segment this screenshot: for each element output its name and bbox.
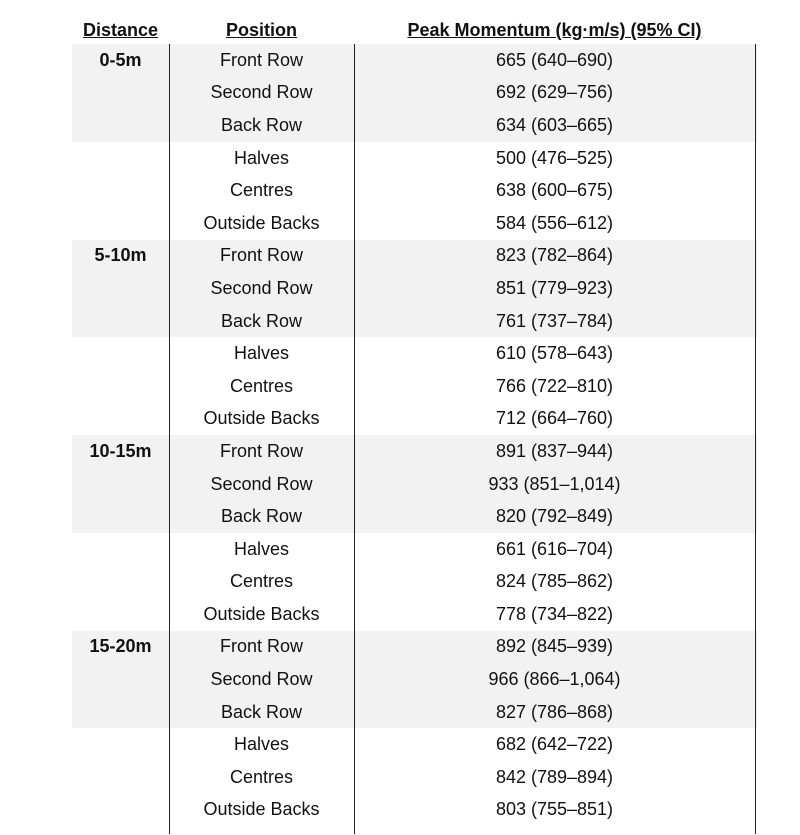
table-row [72,403,757,436]
table-row [72,370,757,403]
table-row [72,109,757,142]
peak-momentum-cell: 712 (664–760) [495,408,614,429]
position-cell: Centres [229,571,294,592]
position-cell: Back Row [220,701,303,722]
peak-momentum-cell: 766 (722–810) [495,375,614,396]
table-row [72,598,757,631]
position-cell: Outside Backs [203,799,320,820]
position-cell: Second Row [210,473,313,494]
position-cell: Halves [233,734,290,755]
peak-momentum-cell: 803 (755–851) [495,799,614,820]
position-cell: Halves [233,538,290,559]
position-cell: Second Row [210,277,313,298]
table-row [72,728,757,761]
peak-momentum-cell: 820 (792–849) [495,506,614,527]
peak-momentum-cell: 824 (785–862) [495,571,614,592]
peak-momentum-cell: 966 (866–1,064) [488,669,621,690]
position-cell: Outside Backs [203,603,320,624]
peak-momentum-cell: 638 (600–675) [495,180,614,201]
table-row [72,533,757,566]
header-distance: Distance [82,20,159,40]
position-cell: Halves [233,343,290,364]
peak-momentum-cell: 827 (786–868) [495,701,614,722]
table-row [72,663,757,696]
position-cell: Centres [229,180,294,201]
peak-momentum-cell: 851 (779–923) [495,277,614,298]
table-row [72,761,757,794]
table-row [72,44,757,77]
table-row [72,500,757,533]
table-row [72,631,757,664]
position-cell: Front Row [219,636,304,657]
peak-momentum-cell: 842 (789–894) [495,766,614,787]
table-row [72,566,757,599]
header-position: Position [226,20,297,40]
table-row [72,142,757,175]
table-row [72,794,757,827]
table-body [72,44,757,826]
position-cell: Second Row [210,669,313,690]
table-row [72,77,757,110]
table-row [72,272,757,305]
peak-momentum-cell: 778 (734–822) [495,603,614,624]
position-cell: Front Row [219,245,304,266]
momentum-table [72,12,757,826]
peak-momentum-cell: 933 (851–1,014) [488,473,621,494]
position-cell: Back Row [220,114,303,135]
position-cell: Front Row [219,49,304,70]
position-cell: Front Row [219,440,304,461]
table-row [72,435,757,468]
distance-cell: 10-15m [89,440,152,461]
table-row [72,305,757,338]
position-cell: Centres [229,375,294,396]
distance-cell: 15-20m [89,636,152,657]
peak-momentum-cell: 682 (642–722) [495,734,614,755]
peak-momentum-cell: 634 (603–665) [495,114,614,135]
table-header [72,12,757,44]
table-row [72,337,757,370]
position-cell: Centres [229,766,294,787]
table-row [72,696,757,729]
column-divider [755,44,756,834]
table-row [72,468,757,501]
table-row [72,174,757,207]
position-cell: Outside Backs [203,408,320,429]
distance-cell: 0-5m [99,49,142,70]
position-cell: Back Row [220,310,303,331]
peak-momentum-cell: 692 (629–756) [495,82,614,103]
distance-cell: 5-10m [94,245,147,266]
peak-momentum-cell: 761 (737–784) [495,310,614,331]
peak-momentum-cell: 584 (556–612) [495,212,614,233]
table-row [72,240,757,273]
peak-momentum-cell: 892 (845–939) [495,636,614,657]
header-peak-momentum: Peak Momentum (kg·m/s) (95% CI) [407,20,702,40]
peak-momentum-cell: 823 (782–864) [495,245,614,266]
peak-momentum-cell: 661 (616–704) [495,538,614,559]
position-cell: Back Row [220,506,303,527]
peak-momentum-cell: 610 (578–643) [495,343,614,364]
peak-momentum-cell: 891 (837–944) [495,440,614,461]
peak-momentum-cell: 500 (476–525) [495,147,614,168]
position-cell: Second Row [210,82,313,103]
column-divider [354,44,355,834]
position-cell: Outside Backs [203,212,320,233]
position-cell: Halves [233,147,290,168]
table-row [72,207,757,240]
column-divider [169,44,170,834]
peak-momentum-cell: 665 (640–690) [495,49,614,70]
